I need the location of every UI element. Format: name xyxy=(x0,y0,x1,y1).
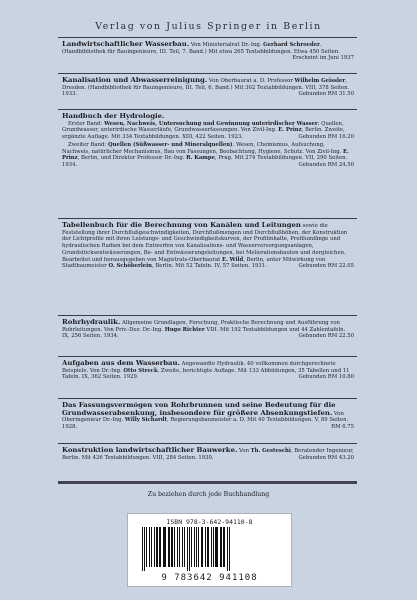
book-author: Gerhard Schroeder xyxy=(263,42,320,48)
volume-description: . Wesen, Chemismus, Aufsuchung, Nachweis, natürlicher Mechanismus, Bau von Fassungen, Beobachtung, Hygiene, Schutz. Von Zivil-Ing. xyxy=(62,141,344,155)
barcode-bar xyxy=(211,527,212,567)
book-title: Konstruktion landwirtschaftlicher Bauwerke. xyxy=(62,447,238,454)
book-price: Gebunden RM 43.20 xyxy=(298,454,354,461)
volume-label: Erster Band: xyxy=(68,120,103,127)
book-description: Von Oberbaurat a. D. Professor xyxy=(207,78,295,84)
book-price: Erscheint im Juni 1937 xyxy=(292,55,354,62)
book-price: RM 6.75 xyxy=(331,424,354,431)
barcode-label xyxy=(127,513,292,587)
book-details: . (Handbibliothek für Bauingenieure, III. Teil, 7. Band.) Mit etwa 265 Textabbildungen. Etwa 450 Seiten. xyxy=(62,42,340,55)
entry-divider xyxy=(58,443,357,444)
book-price: Gebunden RM 22.05 xyxy=(298,263,354,270)
book-title: Kanalisation und Abwasserreinigung. xyxy=(62,77,208,84)
book-entry-aufgaben-wasserbau xyxy=(62,360,354,381)
barcode-bar xyxy=(151,527,152,567)
barcode-bar xyxy=(154,527,155,567)
book-price: Gebunden RM 31.50 xyxy=(298,91,354,98)
book-details: , Regierungsbaumeister a. D. Mit 40 Textabbildungen. V, 89 Seiten. 1928. xyxy=(62,417,349,431)
book-author: Wilhelm Geissler xyxy=(294,78,346,84)
barcode-bar xyxy=(171,527,173,567)
barcode-guard-bar xyxy=(227,527,228,571)
book-entry-fassungsvermoegen xyxy=(62,402,354,431)
entry-divider xyxy=(58,218,357,219)
barcode-bar xyxy=(184,527,185,567)
book-price: Gebunden RM 10.80 xyxy=(298,374,354,381)
entry-divider xyxy=(58,109,357,110)
barcode-bar xyxy=(156,527,158,567)
entry-divider xyxy=(58,73,357,74)
volume-title: Quellen (Süßwasser- und Mineralquellen) xyxy=(106,141,233,148)
book-entry-handbuch-hydrologie xyxy=(62,113,354,169)
footer-bar xyxy=(58,481,357,484)
book-description: Von Oberingenieur Dr.-Ing. xyxy=(62,410,344,424)
book-title: Rohrhydraulik. xyxy=(62,319,121,326)
book-details: , Prag. Mit 274 Textabbildungen. VII, 290 Seiten. 1934. xyxy=(62,155,348,168)
book-author: E. Prinz xyxy=(278,127,302,134)
book-description: Von xyxy=(237,448,251,454)
barcode-number: 9 783642 941108 xyxy=(161,573,258,583)
book-author: Willy Sichardt xyxy=(124,417,167,424)
barcode-guard-bar xyxy=(189,527,190,571)
volume-label: Zweiter Band: xyxy=(68,141,107,148)
volume-description: : Quellen, Grundwasser, unterirdische Wasserläufe, Grundwasserfassungen. Von Zivil-Ing. xyxy=(62,120,344,134)
book-price: Gebunden RM 16.20 xyxy=(298,134,354,141)
barcode-bar xyxy=(213,527,214,567)
barcode-bar xyxy=(174,527,175,567)
barcode-guard-bar xyxy=(229,527,230,571)
barcode-graphic xyxy=(140,527,279,571)
barcode-bar xyxy=(201,527,203,567)
book-details: VDI. Mit 192 Textabbildungen und 44 Zahlentafeln. IX, 256 Seiten. 1934. xyxy=(62,326,346,340)
book-author: O. Schöberlein xyxy=(108,263,152,270)
book-description: sowie die Feststellung ihrer Durchflußgeschwindigkeiten, Durchflußmengen und Durchflußhöhen, der Konstruktion der Lichtprofile mit ihren Leistungs- und Geschwindigkeitskurven, der Profilinhalte, Profilumfänge und hydraulischen Radien bei dem Entwerfen von Kanalisations- und Wasserversorgungsanlagen, Grundstücksentwässerungen, Be- und Entwässerungsleitungen, bei Meliorationsbauten und dergleichen. Bearbeitet und herausgegeben von Magistrats-Oberbaurat xyxy=(62,223,348,263)
barcode-bar xyxy=(149,527,150,567)
book-details: . Zweite, berichtigte Auflage. Mit 133 Abbildungen, 35 Tabellen und 11 Tafeln. IX, 362 Seiten. 1929. xyxy=(62,367,350,381)
book-title: Das Fassungsvermögen von Rohrbrunnen und seine Bedeutung für die Grundwasserabsenkung, insbesondere für größere Absenkungstiefen. xyxy=(62,402,336,417)
entry-divider xyxy=(58,356,357,357)
barcode-guard-bar xyxy=(144,527,145,571)
book-description: Allgemeine Grundlagen, Forschung, Praktische Berechnung und Ausführung von Rohrleitungen. Von Priv.-Doz. Dr.-Ing. xyxy=(62,320,340,333)
barcode-bar xyxy=(146,527,147,567)
availability-note: Zu beziehen durch jede Buchhandlung xyxy=(147,491,270,498)
book-price: Gebunden RM 24.50 xyxy=(298,161,354,168)
barcode-bar xyxy=(215,527,218,567)
barcode-bar xyxy=(220,527,222,567)
book-title: Handbuch der Hydrologie. xyxy=(62,113,165,120)
barcode-bar xyxy=(198,527,199,567)
book-entry-kanalisation xyxy=(62,77,354,98)
book-entry-landwirtschaftlicher-wasserbau xyxy=(62,41,354,62)
header-rule xyxy=(58,37,357,38)
book-details: , Berlin. Zweite, ergänzte Auflage. Mit 334 Textabbildungen. XIII, 422 Seiten. 1923. xyxy=(62,127,345,141)
book-author: Otto Streck xyxy=(123,367,158,374)
barcode-bar xyxy=(196,527,197,567)
book-title: Tabellenbuch für die Berechnung von Kanälen und Leitungen xyxy=(62,222,301,229)
barcode-bar xyxy=(168,527,170,567)
book-entry-rohrhydraulik xyxy=(62,319,354,340)
book-author: Hugo Richter xyxy=(164,326,205,333)
barcode-bar xyxy=(205,527,206,567)
barcode-bar xyxy=(179,527,180,567)
book-title: Aufgaben aus dem Wasserbau. xyxy=(62,360,180,367)
entry-divider xyxy=(58,315,357,316)
barcode-bar xyxy=(182,527,183,567)
book-details: , Dresden. (Handbibliothek für Bauingenieure, III. Teil, 6. Band.) Mit 302 Textabbildungen. VIII, 378 Seiten. 1933. xyxy=(62,78,350,98)
barcode-bar xyxy=(159,527,161,567)
book-details: , Berlin. Mit 52 Tafeln. IV, 57 Seiten. 1931. xyxy=(152,263,267,270)
barcode-bar xyxy=(223,527,225,567)
book-entry-konstruktion-bauwerke xyxy=(62,447,354,461)
volume-title: Wesen, Nachweis, Untersuchung und Gewinnung unterirdischer Wasser xyxy=(102,120,318,127)
book-author: R. Kampe xyxy=(186,155,215,162)
barcode-guard-bar xyxy=(142,527,143,571)
book-details: , Berlin, unter Mitwirkung von Stadtbaumeister xyxy=(62,256,326,270)
book-price: Gebunden RM 22.50 xyxy=(298,333,354,340)
book-details: , Beratender Ingenieur, Berlin. Mit 426 Textabbildungen. VIII, 284 Seiten. 1930. xyxy=(62,448,354,461)
barcode-guard-bar xyxy=(187,527,188,571)
book-entry-tabellenbuch xyxy=(62,222,354,270)
barcode-bar xyxy=(177,527,178,567)
barcode-bar xyxy=(207,527,209,567)
book-author: Th. Gesteschi xyxy=(250,448,291,454)
barcode-bar xyxy=(194,527,195,567)
book-author: E. Wild xyxy=(221,256,244,263)
book-author: E. Prinz xyxy=(62,148,349,162)
book-description: Von Ministerialrat Dr.-Ing. xyxy=(189,42,264,48)
isbn-text: ISBN 978-3-642-94110-8 xyxy=(166,518,253,526)
publisher-header: Verlag von Julius Springer in Berlin xyxy=(95,21,322,32)
barcode-bar xyxy=(163,527,166,567)
book-description: Angewandte Hydraulik. 40 vollkommen durchgerechnete Beispiele. Von Dr.-Ing. xyxy=(62,361,336,374)
book-title: Landwirtschaftlicher Wasserbau. xyxy=(62,41,190,48)
entry-divider xyxy=(58,398,357,399)
book-details: , Berlin, und Direktor Professor Dr.-Ing. xyxy=(77,155,187,162)
barcode-bar xyxy=(191,527,192,567)
